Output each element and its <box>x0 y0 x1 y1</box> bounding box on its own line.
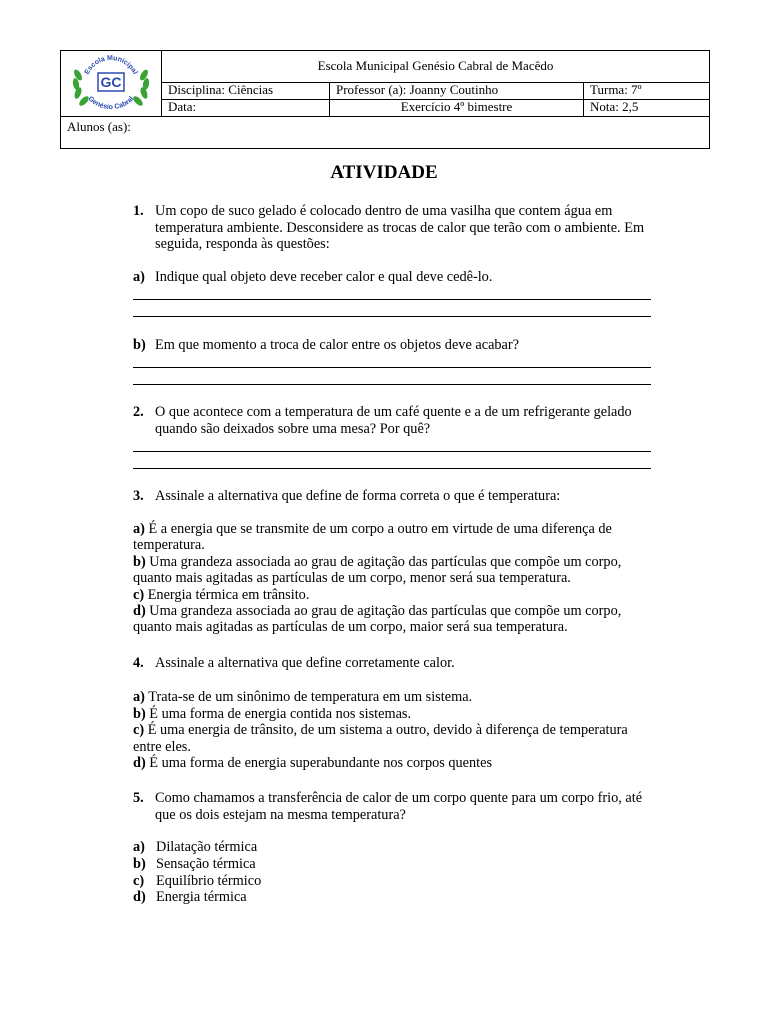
option-label: b) <box>133 337 146 353</box>
professor-label: Professor (a): Joanny Coutinho <box>330 82 584 99</box>
option-c[interactable]: c) Equilíbrio térmico <box>133 872 262 889</box>
school-logo <box>61 51 162 117</box>
question-number: 1. <box>133 203 144 219</box>
school-name: Escola Municipal Genésio Cabral de Macêdo <box>162 51 710 83</box>
question-3 <box>133 488 653 505</box>
question-text: O que acontece com a temperatura de um café quente e a de um refrigerante gelado quando são deixados sobre uma mesa? Por quê? <box>155 404 632 437</box>
question-text: Assinale a alternativa que define corretamente calor. <box>155 655 455 671</box>
grade-label: Nota: 2,5 <box>584 99 710 116</box>
option-b[interactable]: b) É uma forma de energia contida nos sistemas. <box>133 705 412 722</box>
option-c[interactable]: c) Energia térmica em trânsito. <box>133 586 310 603</box>
question-number: 5. <box>133 790 144 806</box>
answer-line[interactable] <box>133 367 651 368</box>
students-field[interactable]: Alunos (as): <box>61 117 710 149</box>
question-text: Indique qual objeto deve receber calor e qual deve cedê-lo. <box>155 269 493 285</box>
question-1a <box>133 269 653 286</box>
question-1b <box>133 337 653 354</box>
option-c[interactable]: c) É uma energia de trânsito, de um sistema a outro, devido à diferença de temperatura entre eles. <box>133 722 628 755</box>
svg-text:Escola Municipal: Escola Municipal <box>83 54 139 76</box>
question-4 <box>133 655 653 672</box>
option-d[interactable]: d) Uma grandeza associada ao grau de agitação das partículas que compõe um corpo, quanto mais agitadas as partículas de um corpo, maior será sua temperatura. <box>133 603 622 636</box>
svg-text:Genésio Cabral: Genésio Cabral <box>86 95 136 112</box>
question-text: Em que momento a troca de calor entre os objetos deve acabar? <box>155 337 520 353</box>
option-label: a) <box>133 269 145 285</box>
turma-label: Turma: 7º <box>584 82 710 99</box>
question-5-options <box>133 839 261 906</box>
exercise-label: Exercício 4º bimestre <box>330 99 584 116</box>
option-a[interactable]: a) Trata-se de um sinônimo de temperatura em um sistema. <box>133 689 473 705</box>
discipline-label: Disciplina: Ciências <box>162 82 330 99</box>
question-1 <box>133 203 653 253</box>
svg-text:GC: GC <box>100 74 122 90</box>
option-b[interactable]: b) Uma grandeza associada ao grau de agitação das partículas que compõe um corpo, quanto mais agitadas as partículas de um corpo, menor será sua temperatura. <box>133 553 622 587</box>
option-a[interactable]: a) Dilatação térmica <box>133 839 258 855</box>
answer-line[interactable] <box>133 451 651 452</box>
option-d[interactable]: d) Energia térmica <box>133 889 247 906</box>
answer-line[interactable] <box>133 468 651 469</box>
answer-line[interactable] <box>133 299 651 300</box>
page-title: ATIVIDADE <box>330 162 438 183</box>
logo-icon <box>68 51 154 113</box>
question-text: Um copo de suco gelado é colocado dentro de uma vasilha que contem água em temperatura ambiente. Desconsidere as trocas de calor que terão com o ambiente. Em seguida, responda às questões: <box>155 203 645 252</box>
option-a[interactable]: a) É a energia que se transmite de um corpo a outro em virtude de uma diferença de temperatura. <box>133 521 612 554</box>
question-number: 4. <box>133 655 144 671</box>
header-table <box>60 50 710 149</box>
option-d[interactable]: d) É uma forma de energia superabundante nos corpos quentes <box>133 755 493 772</box>
question-5 <box>133 790 653 823</box>
question-text: Assinale a alternativa que define de forma correta o que é temperatura: <box>155 488 561 504</box>
question-number: 3. <box>133 488 144 504</box>
answer-line[interactable] <box>133 384 651 385</box>
question-3-options <box>133 521 653 636</box>
question-2 <box>133 404 653 437</box>
answer-line[interactable] <box>133 316 651 317</box>
option-b[interactable]: b) Sensação térmica <box>133 855 256 872</box>
question-number: 2. <box>133 404 144 420</box>
date-field[interactable]: Data: <box>162 99 330 116</box>
question-4-options <box>133 689 653 772</box>
question-text: Como chamamos a transferência de calor de um corpo quente para um corpo frio, até que os dois estejam na mesma temperatura? <box>155 790 643 823</box>
